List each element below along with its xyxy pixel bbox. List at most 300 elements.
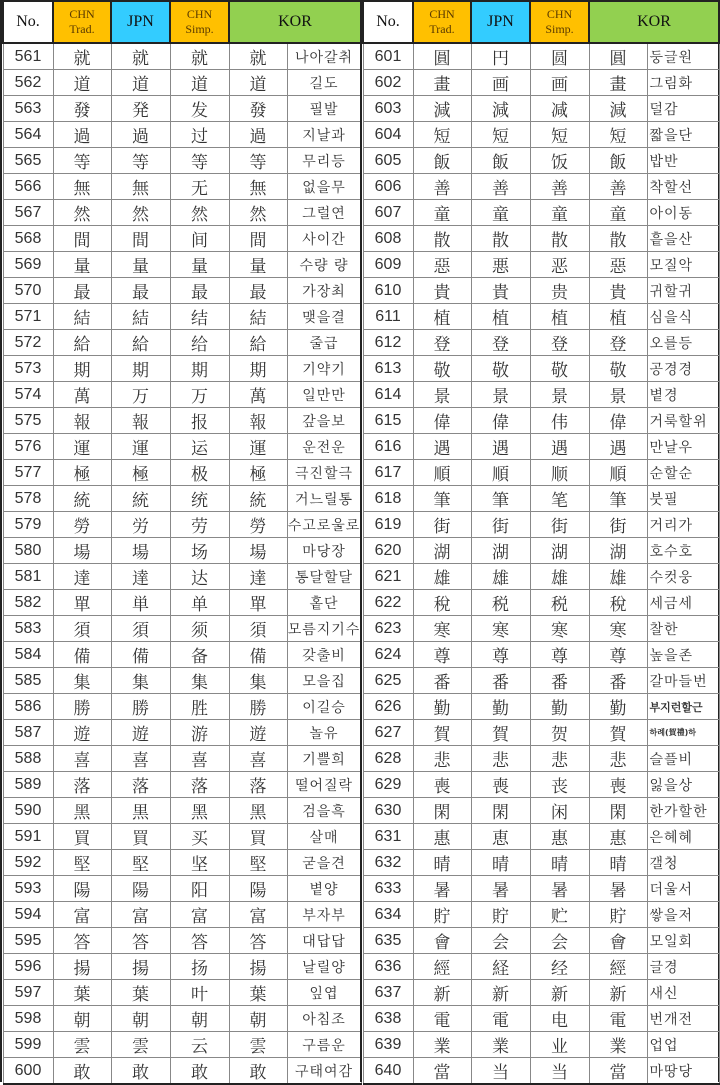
cell-kor-hanja: 勤 — [589, 694, 647, 720]
cell-chn-trad: 堅 — [53, 850, 111, 876]
table-row — [3, 252, 361, 278]
table-row — [3, 928, 361, 954]
cell-number: 576 — [3, 434, 53, 460]
cell-kor-meaning: 운전운 — [287, 434, 361, 460]
table-row — [363, 876, 719, 902]
table-row — [363, 850, 719, 876]
cell-number: 590 — [3, 798, 53, 824]
cell-chn-simp: 寒 — [530, 616, 589, 642]
cell-kor-hanja: 遇 — [589, 434, 647, 460]
cell-jpn: 経 — [471, 954, 530, 980]
header-chn-trad-line1: CHN — [429, 7, 455, 21]
cell-jpn: 雄 — [471, 564, 530, 590]
cell-kor-hanja: 報 — [229, 408, 287, 434]
header-jpn: JPN — [111, 1, 170, 43]
cell-kor-hanja: 尊 — [589, 642, 647, 668]
cell-jpn: 敢 — [111, 1058, 170, 1085]
table-row — [3, 43, 361, 70]
cell-chn-simp: 贵 — [530, 278, 589, 304]
cell-kor-hanja: 會 — [589, 928, 647, 954]
cell-number: 605 — [363, 148, 413, 174]
cell-chn-trad: 過 — [53, 122, 111, 148]
table-row — [3, 564, 361, 590]
cell-jpn: 過 — [111, 122, 170, 148]
cell-kor-hanja: 敢 — [229, 1058, 287, 1085]
cell-jpn: 遇 — [471, 434, 530, 460]
cell-kor-hanja: 就 — [229, 43, 287, 70]
table-row — [3, 486, 361, 512]
cell-kor-meaning: 쌓을저 — [647, 902, 719, 928]
cell-kor-hanja: 朝 — [229, 1006, 287, 1032]
cell-jpn: 減 — [471, 96, 530, 122]
table-row — [363, 590, 719, 616]
cell-kor-hanja: 結 — [229, 304, 287, 330]
cell-number: 583 — [3, 616, 53, 642]
cell-number: 612 — [363, 330, 413, 356]
cell-chn-trad: 貯 — [413, 902, 471, 928]
cell-chn-simp: 扬 — [170, 954, 229, 980]
table-row — [3, 876, 361, 902]
cell-number: 563 — [3, 96, 53, 122]
cell-kor-meaning: 귀할귀 — [647, 278, 719, 304]
cell-kor-hanja: 運 — [229, 434, 287, 460]
cell-kor-hanja: 畫 — [589, 70, 647, 96]
cell-kor-meaning: 갈마들번 — [647, 668, 719, 694]
table-row — [363, 1032, 719, 1058]
cell-chn-simp: 胜 — [170, 694, 229, 720]
cell-jpn: 黒 — [111, 798, 170, 824]
cell-number: 611 — [363, 304, 413, 330]
cell-kor-meaning: 놀유 — [287, 720, 361, 746]
cell-kor-hanja: 減 — [589, 96, 647, 122]
cell-chn-trad: 惡 — [413, 252, 471, 278]
cell-jpn: 景 — [471, 382, 530, 408]
table-row — [363, 226, 719, 252]
cell-number: 591 — [3, 824, 53, 850]
cell-kor-hanja: 悲 — [589, 746, 647, 772]
cell-number: 597 — [3, 980, 53, 1006]
cell-chn-trad: 短 — [413, 122, 471, 148]
cell-chn-trad: 尊 — [413, 642, 471, 668]
cell-number: 603 — [363, 96, 413, 122]
cell-kor-meaning: 일만만 — [287, 382, 361, 408]
cell-number: 596 — [3, 954, 53, 980]
cell-kor-hanja: 善 — [589, 174, 647, 200]
cell-chn-simp: 会 — [530, 928, 589, 954]
table-row — [363, 96, 719, 122]
cell-number: 619 — [363, 512, 413, 538]
cell-jpn: 極 — [111, 460, 170, 486]
cell-kor-meaning: 한가할한 — [647, 798, 719, 824]
cell-chn-trad: 賀 — [413, 720, 471, 746]
cell-number: 609 — [363, 252, 413, 278]
cell-chn-trad: 登 — [413, 330, 471, 356]
cell-kor-hanja: 達 — [229, 564, 287, 590]
table-row — [363, 538, 719, 564]
cell-chn-simp: 朝 — [170, 1006, 229, 1032]
cell-kor-hanja: 街 — [589, 512, 647, 538]
cell-kor-hanja: 飯 — [589, 148, 647, 174]
cell-chn-simp: 遇 — [530, 434, 589, 460]
cell-jpn: 雲 — [111, 1032, 170, 1058]
cell-kor-hanja: 當 — [589, 1058, 647, 1085]
cell-chn-simp: 短 — [530, 122, 589, 148]
cell-kor-meaning: 검을흑 — [287, 798, 361, 824]
cell-chn-simp: 极 — [170, 460, 229, 486]
left-table-panel — [0, 0, 360, 1082]
table-row — [363, 512, 719, 538]
table-row — [363, 460, 719, 486]
cell-kor-hanja: 黑 — [229, 798, 287, 824]
table-row — [363, 564, 719, 590]
cell-number: 618 — [363, 486, 413, 512]
cell-kor-meaning: 모질악 — [647, 252, 719, 278]
cell-chn-simp: 间 — [170, 226, 229, 252]
table-row — [3, 902, 361, 928]
cell-jpn: 買 — [111, 824, 170, 850]
table-row — [363, 200, 719, 226]
cell-chn-trad: 雲 — [53, 1032, 111, 1058]
table-row — [363, 304, 719, 330]
cell-kor-meaning: 부지런할근 — [647, 694, 719, 720]
cell-chn-trad: 惠 — [413, 824, 471, 850]
cell-kor-hanja: 圓 — [589, 43, 647, 70]
cell-chn-trad: 遇 — [413, 434, 471, 460]
cell-kor-meaning: 떨어질락 — [287, 772, 361, 798]
cell-number: 606 — [363, 174, 413, 200]
cell-number: 614 — [363, 382, 413, 408]
cell-chn-trad: 善 — [413, 174, 471, 200]
cell-number: 635 — [363, 928, 413, 954]
cell-jpn: 番 — [471, 668, 530, 694]
cell-kor-meaning: 호수호 — [647, 538, 719, 564]
cell-chn-simp: 然 — [170, 200, 229, 226]
cell-jpn: 集 — [111, 668, 170, 694]
cell-chn-trad: 寒 — [413, 616, 471, 642]
cell-chn-trad: 雄 — [413, 564, 471, 590]
cell-chn-trad: 暑 — [413, 876, 471, 902]
cell-jpn: 尊 — [471, 642, 530, 668]
table-row — [363, 902, 719, 928]
cell-number: 594 — [3, 902, 53, 928]
cell-number: 602 — [363, 70, 413, 96]
cell-chn-trad: 最 — [53, 278, 111, 304]
cell-jpn: 発 — [111, 96, 170, 122]
cell-chn-trad: 番 — [413, 668, 471, 694]
cell-chn-trad: 散 — [413, 226, 471, 252]
cell-chn-trad: 無 — [53, 174, 111, 200]
cell-chn-trad: 場 — [53, 538, 111, 564]
cell-chn-trad: 統 — [53, 486, 111, 512]
cell-kor-meaning: 길도 — [287, 70, 361, 96]
cell-number: 634 — [363, 902, 413, 928]
cell-kor-meaning: 덜감 — [647, 96, 719, 122]
table-row — [3, 96, 361, 122]
cell-jpn: 陽 — [111, 876, 170, 902]
cell-number: 630 — [363, 798, 413, 824]
cell-chn-simp: 给 — [170, 330, 229, 356]
cell-jpn: 落 — [111, 772, 170, 798]
table-row — [3, 1058, 361, 1085]
hanja-table-left — [2, 0, 362, 1085]
cell-kor-hanja: 惠 — [589, 824, 647, 850]
cell-kor-meaning: 찰한 — [647, 616, 719, 642]
cell-chn-trad: 期 — [53, 356, 111, 382]
cell-chn-simp: 云 — [170, 1032, 229, 1058]
cell-jpn: 万 — [111, 382, 170, 408]
cell-kor-hanja: 集 — [229, 668, 287, 694]
table-row — [363, 668, 719, 694]
cell-kor-meaning: 무리등 — [287, 148, 361, 174]
cell-kor-hanja: 賀 — [589, 720, 647, 746]
cell-chn-simp: 集 — [170, 668, 229, 694]
cell-chn-trad: 喪 — [413, 772, 471, 798]
table-row — [363, 1058, 719, 1085]
table-row — [3, 174, 361, 200]
cell-kor-meaning: 구태여감 — [287, 1058, 361, 1085]
cell-jpn: 期 — [111, 356, 170, 382]
cell-number: 575 — [3, 408, 53, 434]
cell-kor-meaning: 거느릴통 — [287, 486, 361, 512]
cell-number: 593 — [3, 876, 53, 902]
header-chn-simp-line1: CHN — [546, 7, 573, 21]
cell-number: 626 — [363, 694, 413, 720]
cell-number: 569 — [3, 252, 53, 278]
header-no: No. — [363, 1, 413, 43]
cell-chn-simp: 坚 — [170, 850, 229, 876]
table-row — [3, 538, 361, 564]
cell-number: 578 — [3, 486, 53, 512]
cell-jpn: 給 — [111, 330, 170, 356]
header-chn-simp-line2: Simp. — [185, 22, 214, 36]
right-table-panel — [360, 0, 720, 1082]
cell-chn-simp: 无 — [170, 174, 229, 200]
table-row — [3, 746, 361, 772]
cell-number: 581 — [3, 564, 53, 590]
cell-chn-simp: 叶 — [170, 980, 229, 1006]
cell-number: 637 — [363, 980, 413, 1006]
table-row — [363, 382, 719, 408]
cell-jpn: 敬 — [471, 356, 530, 382]
cell-number: 629 — [363, 772, 413, 798]
cell-jpn: 間 — [111, 226, 170, 252]
table-row — [3, 200, 361, 226]
cell-number: 587 — [3, 720, 53, 746]
cell-kor-meaning: 대답답 — [287, 928, 361, 954]
cell-kor-meaning: 그림화 — [647, 70, 719, 96]
cell-jpn: 貴 — [471, 278, 530, 304]
cell-chn-trad: 勤 — [413, 694, 471, 720]
table-row — [363, 980, 719, 1006]
cell-kor-hanja: 期 — [229, 356, 287, 382]
cell-kor-hanja: 雲 — [229, 1032, 287, 1058]
cell-kor-meaning: 이길승 — [287, 694, 361, 720]
cell-kor-hanja: 最 — [229, 278, 287, 304]
cell-kor-meaning: 심을식 — [647, 304, 719, 330]
cell-kor-meaning: 갤청 — [647, 850, 719, 876]
cell-kor-meaning: 기쁠희 — [287, 746, 361, 772]
cell-kor-meaning: 줄급 — [287, 330, 361, 356]
cell-chn-trad: 朝 — [53, 1006, 111, 1032]
cell-chn-trad: 萬 — [53, 382, 111, 408]
cell-number: 573 — [3, 356, 53, 382]
table-row — [3, 122, 361, 148]
cell-kor-hanja: 等 — [229, 148, 287, 174]
cell-kor-meaning: 없을무 — [287, 174, 361, 200]
cell-kor-meaning: 만날우 — [647, 434, 719, 460]
cell-kor-meaning: 볕경 — [647, 382, 719, 408]
cell-number: 640 — [363, 1058, 413, 1085]
cell-jpn: 無 — [111, 174, 170, 200]
cell-kor-meaning: 거룩할위 — [647, 408, 719, 434]
cell-chn-simp: 湖 — [530, 538, 589, 564]
cell-kor-hanja: 量 — [229, 252, 287, 278]
cell-jpn: 道 — [111, 70, 170, 96]
cell-chn-trad: 落 — [53, 772, 111, 798]
cell-kor-meaning: 착할선 — [647, 174, 719, 200]
cell-jpn: 短 — [471, 122, 530, 148]
cell-number: 601 — [363, 43, 413, 70]
cell-kor-hanja: 筆 — [589, 486, 647, 512]
cell-number: 570 — [3, 278, 53, 304]
cell-chn-simp: 就 — [170, 43, 229, 70]
cell-number: 588 — [3, 746, 53, 772]
cell-jpn: 偉 — [471, 408, 530, 434]
table-row — [3, 980, 361, 1006]
cell-jpn: 量 — [111, 252, 170, 278]
table-row — [3, 382, 361, 408]
cell-kor-hanja: 散 — [589, 226, 647, 252]
cell-jpn: 等 — [111, 148, 170, 174]
cell-kor-hanja: 極 — [229, 460, 287, 486]
cell-kor-hanja: 暑 — [589, 876, 647, 902]
cell-kor-meaning: 갖출비 — [287, 642, 361, 668]
cell-chn-trad: 筆 — [413, 486, 471, 512]
cell-kor-meaning: 나아갈취 — [287, 43, 361, 70]
cell-kor-hanja: 葉 — [229, 980, 287, 1006]
cell-jpn: 喪 — [471, 772, 530, 798]
cell-kor-hanja: 堅 — [229, 850, 287, 876]
cell-chn-trad: 電 — [413, 1006, 471, 1032]
table-body-left — [3, 43, 361, 1084]
table-row — [3, 772, 361, 798]
cell-chn-simp: 过 — [170, 122, 229, 148]
table-row — [3, 226, 361, 252]
cell-chn-trad: 經 — [413, 954, 471, 980]
cell-kor-hanja: 植 — [589, 304, 647, 330]
header-no: No. — [3, 1, 53, 43]
cell-jpn: 揚 — [111, 954, 170, 980]
cell-kor-hanja: 稅 — [589, 590, 647, 616]
table-row — [363, 252, 719, 278]
table-row — [363, 1006, 719, 1032]
cell-kor-meaning: 구름운 — [287, 1032, 361, 1058]
cell-kor-hanja: 發 — [229, 96, 287, 122]
table-row — [363, 772, 719, 798]
cell-jpn: 葉 — [111, 980, 170, 1006]
cell-jpn: 貯 — [471, 902, 530, 928]
cell-chn-trad: 給 — [53, 330, 111, 356]
cell-chn-trad: 單 — [53, 590, 111, 616]
cell-kor-hanja: 勝 — [229, 694, 287, 720]
header-chn-simp-line1: CHN — [186, 7, 213, 21]
cell-number: 592 — [3, 850, 53, 876]
cell-kor-meaning: 높을존 — [647, 642, 719, 668]
cell-kor-meaning: 모을집 — [287, 668, 361, 694]
cell-number: 638 — [363, 1006, 413, 1032]
cell-kor-meaning: 업업 — [647, 1032, 719, 1058]
cell-kor-meaning: 더울서 — [647, 876, 719, 902]
cell-chn-simp: 阳 — [170, 876, 229, 902]
cell-chn-simp: 敬 — [530, 356, 589, 382]
cell-kor-hanja: 惡 — [589, 252, 647, 278]
cell-kor-hanja: 須 — [229, 616, 287, 642]
cell-number: 623 — [363, 616, 413, 642]
cell-jpn: 会 — [471, 928, 530, 954]
cell-kor-hanja: 經 — [589, 954, 647, 980]
cell-kor-hanja: 寒 — [589, 616, 647, 642]
cell-chn-trad: 間 — [53, 226, 111, 252]
cell-jpn: 電 — [471, 1006, 530, 1032]
cell-chn-simp: 贺 — [530, 720, 589, 746]
cell-jpn: 筆 — [471, 486, 530, 512]
header-chn-trad-line1: CHN — [69, 7, 95, 21]
cell-number: 577 — [3, 460, 53, 486]
cell-chn-simp: 税 — [530, 590, 589, 616]
cell-kor-meaning: 맺을결 — [287, 304, 361, 330]
cell-jpn: 然 — [111, 200, 170, 226]
cell-chn-trad: 晴 — [413, 850, 471, 876]
cell-chn-simp: 量 — [170, 252, 229, 278]
cell-jpn: 順 — [471, 460, 530, 486]
cell-chn-trad: 貴 — [413, 278, 471, 304]
table-row — [3, 642, 361, 668]
cell-chn-trad: 勞 — [53, 512, 111, 538]
cell-chn-simp: 惠 — [530, 824, 589, 850]
cell-jpn: 円 — [471, 43, 530, 70]
cell-jpn: 報 — [111, 408, 170, 434]
cell-kor-meaning: 살매 — [287, 824, 361, 850]
cell-chn-simp: 登 — [530, 330, 589, 356]
cell-jpn: 恵 — [471, 824, 530, 850]
cell-chn-trad: 童 — [413, 200, 471, 226]
cell-number: 613 — [363, 356, 413, 382]
cell-number: 589 — [3, 772, 53, 798]
cell-number: 566 — [3, 174, 53, 200]
cell-kor-meaning: 필발 — [287, 96, 361, 122]
cell-jpn: 暑 — [471, 876, 530, 902]
cell-chn-simp: 黑 — [170, 798, 229, 824]
cell-kor-hanja: 無 — [229, 174, 287, 200]
cell-chn-trad: 順 — [413, 460, 471, 486]
cell-kor-hanja: 道 — [229, 70, 287, 96]
cell-chn-simp: 须 — [170, 616, 229, 642]
cell-chn-trad: 報 — [53, 408, 111, 434]
cell-chn-trad: 揚 — [53, 954, 111, 980]
cell-chn-simp: 结 — [170, 304, 229, 330]
header-chn-trad — [413, 1, 471, 43]
cell-kor-meaning: 아이동 — [647, 200, 719, 226]
cell-chn-trad: 當 — [413, 1058, 471, 1085]
cell-chn-trad: 發 — [53, 96, 111, 122]
cell-kor-hanja: 給 — [229, 330, 287, 356]
table-row — [3, 1006, 361, 1032]
cell-kor-meaning: 홑단 — [287, 590, 361, 616]
cell-chn-trad: 敢 — [53, 1058, 111, 1085]
cell-jpn: 就 — [111, 43, 170, 70]
cell-jpn: 当 — [471, 1058, 530, 1085]
table-row — [363, 148, 719, 174]
